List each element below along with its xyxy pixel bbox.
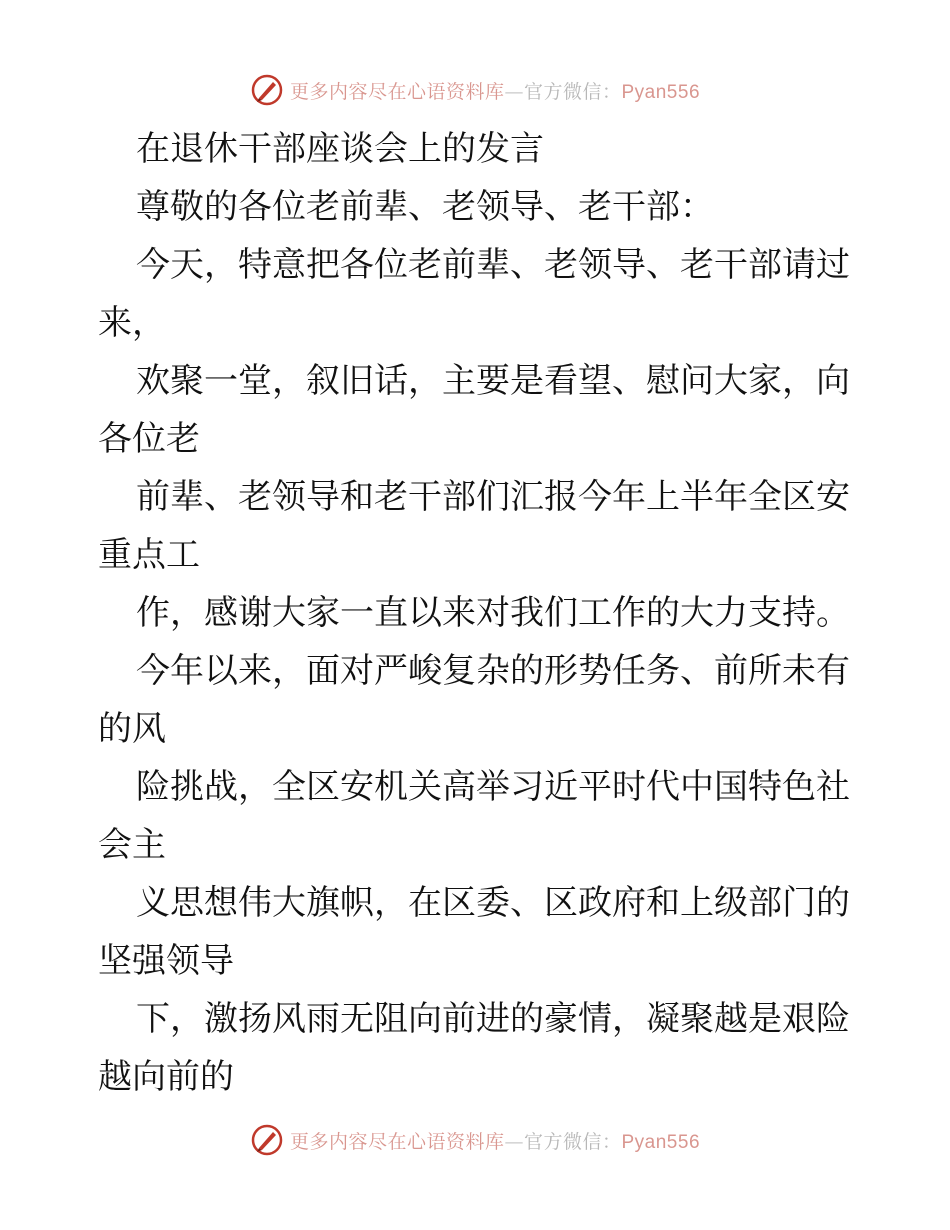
paragraph-line: 来，: [98, 303, 166, 343]
paragraph-line: 越向前的: [98, 1057, 234, 1097]
watermark-text: [290, 77, 700, 104]
paragraph-line: 坚强领导: [98, 941, 234, 981]
paragraph-line: 欢聚一堂，叙旧话，主要是看望、慰问大家，向: [136, 361, 850, 401]
paragraph-line: 作，感谢大家一直以来对我们工作的大力支持。: [136, 593, 850, 633]
paragraph-line: 险挑战，全区安机关高举习近平时代中国特色社: [136, 767, 850, 807]
watermark-separator: —: [504, 80, 524, 103]
document-body: [98, 120, 858, 1106]
watermark-banner: [250, 1123, 700, 1157]
watermark-brand: 更多内容尽在心语资料库: [289, 1130, 505, 1153]
watermark-brand: 更多内容尽在心语资料库: [289, 80, 505, 103]
header-watermark: [0, 70, 950, 110]
quill-pen-icon: [250, 73, 284, 107]
paragraph-line: 义思想伟大旗帜，在区委、区政府和上级部门的: [136, 883, 850, 923]
quill-pen-icon: [250, 1123, 284, 1157]
paragraph-line: 今年以来，面对严峻复杂的形势任务、前所未有: [136, 651, 850, 691]
paragraph-line: 各位老: [98, 419, 200, 459]
paragraph-line: 的风: [98, 709, 166, 749]
watermark-separator: —: [504, 1130, 524, 1153]
paragraph-line: 重点工: [98, 535, 200, 575]
watermark-text: [290, 1127, 700, 1154]
watermark-wechat-id: Pyan556: [621, 81, 701, 103]
footer-watermark: [0, 1120, 950, 1160]
paragraph-line: 会主: [98, 825, 166, 865]
watermark-banner: [250, 73, 700, 107]
paragraph-line: 下，激扬风雨无阻向前进的豪情，凝聚越是艰险: [136, 999, 850, 1039]
watermark-wechat-id: Pyan556: [621, 1131, 701, 1153]
paragraph-line: 前辈、老领导和老干部们汇报今年上半年全区安: [136, 477, 850, 517]
watermark-wechat-label: 官方微信：: [523, 1130, 622, 1153]
document-title: 在退休干部座谈会上的发言: [136, 129, 544, 169]
paragraph-line: 今天，特意把各位老前辈、老领导、老干部请过: [136, 245, 850, 285]
salutation: 尊敬的各位老前辈、老领导、老干部：: [136, 187, 714, 227]
watermark-wechat-label: 官方微信：: [523, 80, 622, 103]
